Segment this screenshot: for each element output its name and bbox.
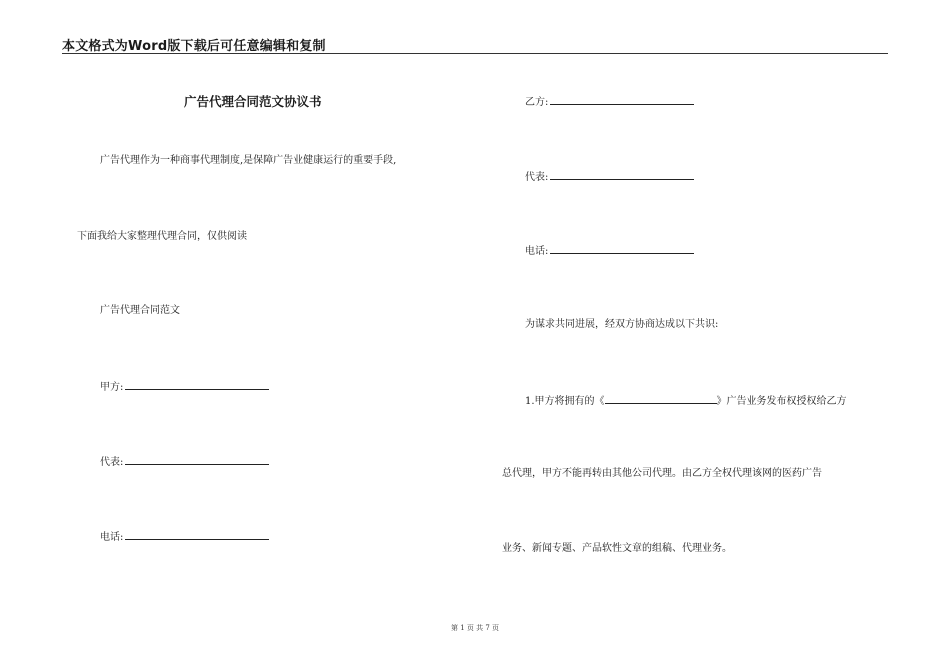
consensus-line: 为谋求共同进展，经双方协商达成以下共识: bbox=[525, 319, 719, 330]
party-b-label: 乙方: bbox=[525, 97, 549, 108]
page-footer: 第 1 页 共 7 页 bbox=[450, 624, 500, 632]
document-title: 广告代理合同范文协议书 bbox=[184, 94, 322, 109]
clause-1-line-3: 业务、新闻专题、产品软性文章的组稿、代理业务。 bbox=[502, 543, 732, 554]
left-phone-label: 电话: bbox=[100, 532, 124, 543]
clause-1-line-2: 总代理，甲方不能再转由其他公司代理。由乙方全权代理该网的医药广告 bbox=[502, 468, 822, 479]
right-rep-label: 代表: bbox=[525, 172, 549, 183]
right-phone-blank bbox=[550, 243, 694, 254]
clause-1-suffix: 》广告业务发布权授权给乙方 bbox=[716, 396, 847, 407]
party-b-blank bbox=[550, 94, 694, 105]
party-b-field bbox=[525, 94, 694, 110]
right-phone-label: 电话: bbox=[525, 246, 549, 257]
right-rep-blank bbox=[550, 169, 694, 180]
clause-1-blank bbox=[605, 393, 717, 404]
left-phone-blank bbox=[125, 529, 269, 540]
page-header bbox=[62, 33, 888, 54]
intro-line-2: 下面我给大家整理代理合同，仅供阅读 bbox=[77, 231, 247, 242]
party-a-label: 甲方: bbox=[100, 382, 124, 393]
left-rep-blank bbox=[125, 454, 269, 465]
clause-1-line-1 bbox=[525, 393, 847, 409]
party-a-blank bbox=[125, 379, 269, 390]
left-rep-field bbox=[100, 454, 269, 470]
intro-line-1: 广告代理作为一种商事代理制度,是保障广告业健康运行的重要手段, bbox=[100, 155, 397, 166]
party-a-field bbox=[100, 379, 269, 395]
header-text: 本文格式为Word版下载后可任意编辑和复制 bbox=[62, 39, 326, 54]
right-rep-field bbox=[525, 169, 694, 185]
left-phone-field bbox=[100, 529, 269, 545]
left-rep-label: 代表: bbox=[100, 457, 124, 468]
right-phone-field bbox=[525, 243, 694, 259]
clause-1-prefix: 1.甲方将拥有的《 bbox=[525, 396, 605, 407]
contract-subtitle: 广告代理合同范文 bbox=[100, 305, 180, 316]
